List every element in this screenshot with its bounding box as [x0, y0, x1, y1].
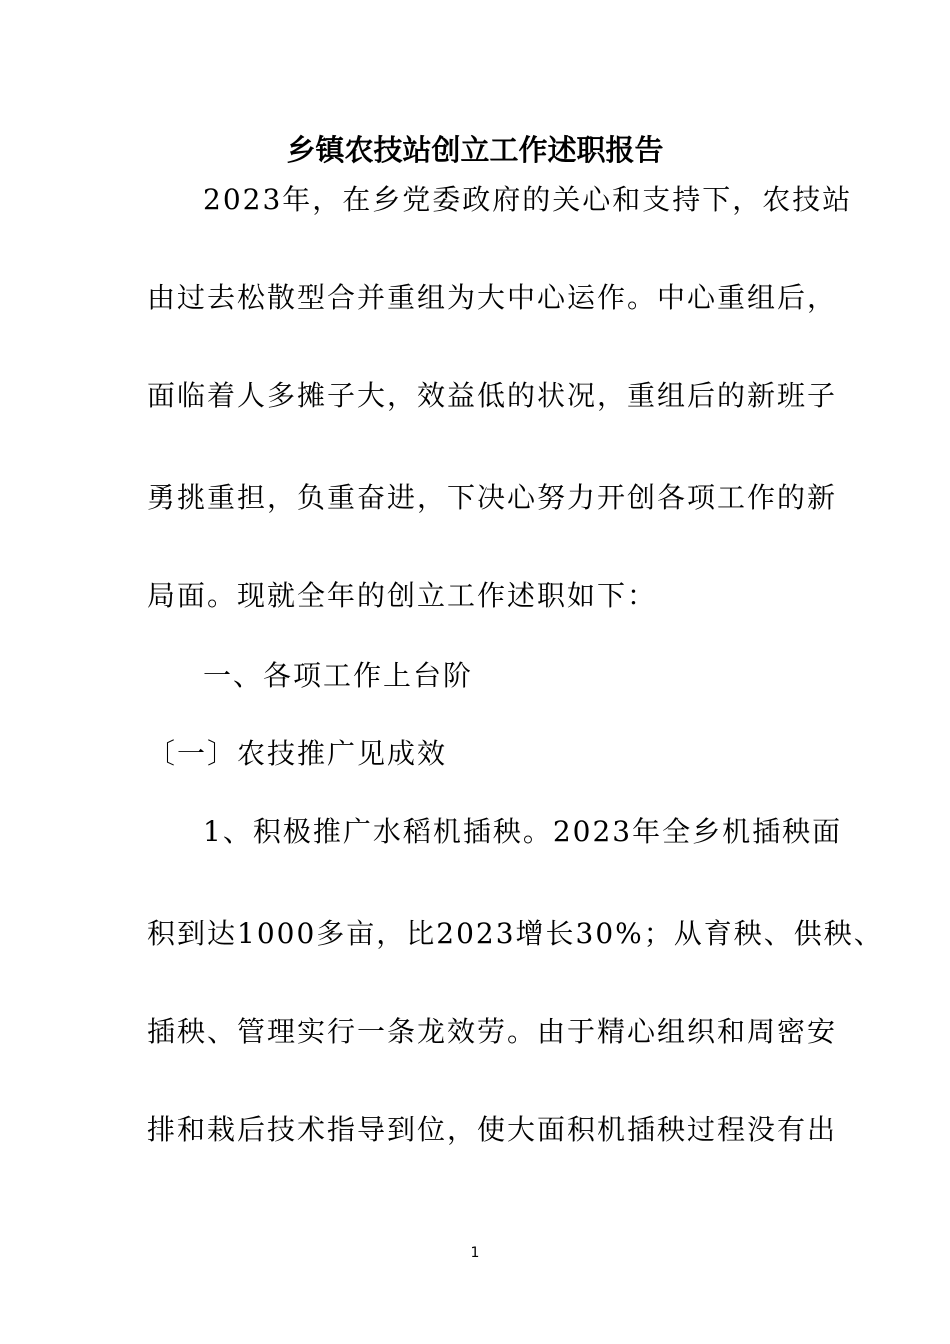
paragraph-line: 面临着人多摊子大，效益低的状况，重组后的新班子: [147, 379, 838, 412]
page-number: 1: [470, 1245, 480, 1261]
subsection-heading: 〔一〕农技推广见成效: [147, 737, 448, 770]
paragraph-line: 由过去松散型合并重组为大中心运作。中心重组后，: [147, 281, 838, 314]
paragraph-line: 排和栽后技术指导到位，使大面积机插秧过程没有出: [147, 1113, 838, 1146]
document-title: 乡镇农技站创立工作述职报告: [286, 133, 664, 167]
paragraph-line: 局面。现就全年的创立工作述职如下：: [147, 579, 658, 612]
section-heading: 一、各项工作上台阶: [203, 659, 474, 692]
paragraph-line: 勇挑重担，负重奋进，下决心努力开创各项工作的新: [147, 481, 838, 514]
paragraph-line: 1、积极推广水稻机插秧。2023年全乡机插秧面: [203, 815, 843, 848]
paragraph-line: 插秧、管理实行一条龙效劳。由于精心组织和周密安: [147, 1015, 838, 1048]
paragraph-line: 积到达1000多亩，比2023增长30%；从育秧、供秧、: [147, 917, 884, 950]
paragraph-line: 2023年，在乡党委政府的关心和支持下，农技站: [203, 183, 853, 216]
